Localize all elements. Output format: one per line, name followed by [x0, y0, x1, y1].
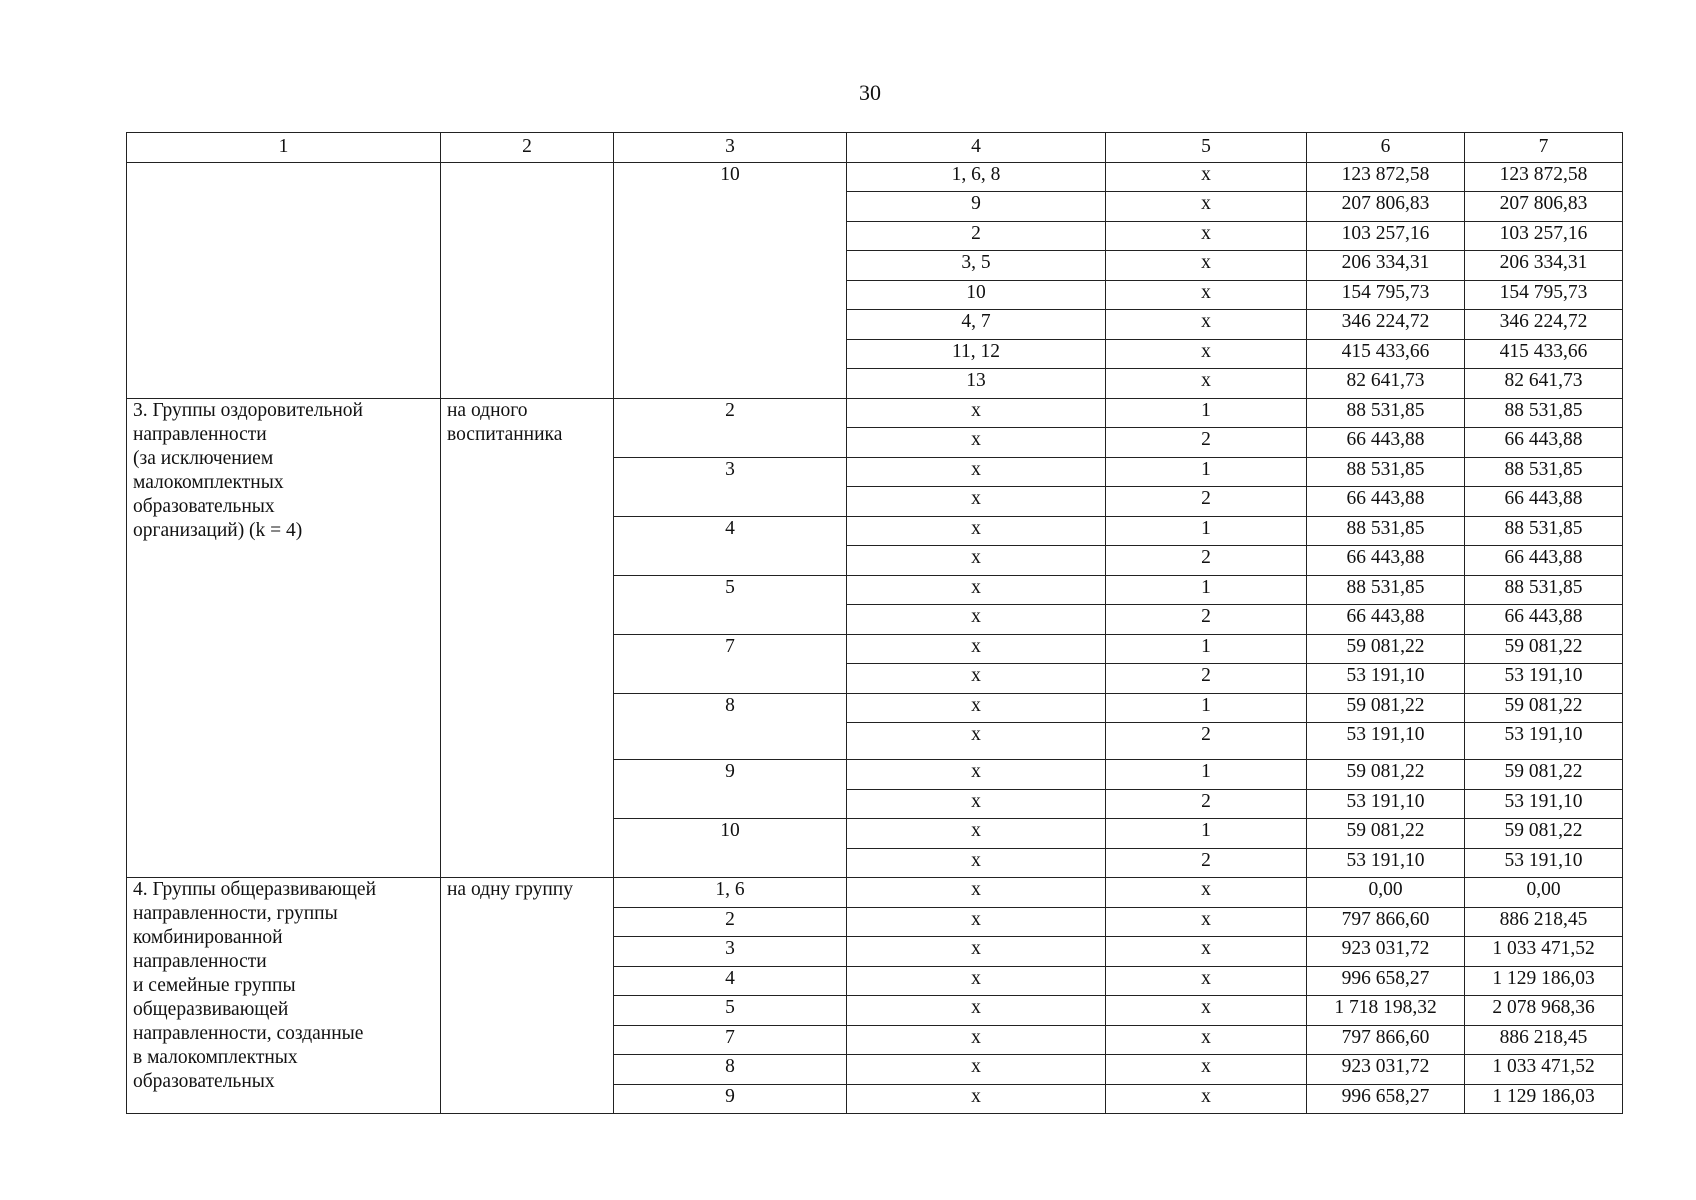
- column-3-cell: 9: [614, 760, 847, 819]
- column-4-cell: х: [847, 605, 1106, 635]
- column-5-cell: 2: [1106, 664, 1307, 694]
- column-7-cell: 206 334,31: [1465, 251, 1623, 281]
- unit-cell: на одну группу: [441, 878, 614, 1114]
- page-number: 30: [859, 80, 881, 105]
- column-6-cell: 59 081,22: [1307, 819, 1465, 849]
- column-4-cell: х: [847, 878, 1106, 908]
- column-4-cell: х: [847, 516, 1106, 546]
- group-name-cell: 3. Группы оздоровительной направленности (за исключением малокомплектных образовательных организаций) (k = 4): [127, 398, 441, 878]
- norms-table: [126, 132, 1623, 1114]
- header-col-7: 7: [1465, 133, 1623, 163]
- table-body: [127, 162, 1623, 1114]
- column-6-cell: 66 443,88: [1307, 428, 1465, 458]
- column-4-cell: х: [847, 487, 1106, 517]
- column-5-cell: х: [1106, 192, 1307, 222]
- column-6-cell: 88 531,85: [1307, 575, 1465, 605]
- column-5-cell: х: [1106, 339, 1307, 369]
- column-7-cell: 415 433,66: [1465, 339, 1623, 369]
- column-7-cell: 154 795,73: [1465, 280, 1623, 310]
- column-4-cell: х: [847, 693, 1106, 723]
- column-3-cell: 10: [614, 819, 847, 878]
- column-6-cell: 66 443,88: [1307, 546, 1465, 576]
- column-7-cell: 88 531,85: [1465, 457, 1623, 487]
- column-6-cell: 59 081,22: [1307, 634, 1465, 664]
- unit-cell: на одного воспитанника: [441, 398, 614, 878]
- column-4-cell: х: [847, 907, 1106, 937]
- column-6-cell: 1 718 198,32: [1307, 996, 1465, 1026]
- column-7-cell: 1 033 471,52: [1465, 937, 1623, 967]
- column-7-cell: 1 129 186,03: [1465, 1084, 1623, 1114]
- column-3-cell: 2: [614, 398, 847, 457]
- column-4-cell: х: [847, 428, 1106, 458]
- header-col-2: 2: [441, 133, 614, 163]
- header-col-6: 6: [1307, 133, 1465, 163]
- column-6-cell: 797 866,60: [1307, 907, 1465, 937]
- table-row: [127, 162, 1623, 192]
- unit-cell: [441, 162, 614, 398]
- column-6-cell: 53 191,10: [1307, 789, 1465, 819]
- column-4-cell: 4, 7: [847, 310, 1106, 340]
- column-5-cell: 2: [1106, 428, 1307, 458]
- column-3-cell: 5: [614, 575, 847, 634]
- column-7-cell: 88 531,85: [1465, 398, 1623, 428]
- column-3-cell: 3: [614, 937, 847, 967]
- column-5-cell: х: [1106, 907, 1307, 937]
- column-3-cell: 5: [614, 996, 847, 1026]
- column-6-cell: 53 191,10: [1307, 848, 1465, 878]
- column-3-cell: 2: [614, 907, 847, 937]
- column-4-cell: х: [847, 546, 1106, 576]
- column-4-cell: х: [847, 723, 1106, 760]
- group-name-cell: 4. Группы общеразвивающей направленности, группы комбинированной направленности и семейные группы общеразвивающей направленности, созданные в малокомплектных образовательных: [127, 878, 441, 1114]
- column-4-cell: х: [847, 1055, 1106, 1085]
- column-5-cell: х: [1106, 280, 1307, 310]
- header-col-4: 4: [847, 133, 1106, 163]
- header-col-1: 1: [127, 133, 441, 163]
- column-4-cell: 3, 5: [847, 251, 1106, 281]
- column-5-cell: 2: [1106, 546, 1307, 576]
- column-6-cell: 996 658,27: [1307, 966, 1465, 996]
- column-4-cell: х: [847, 575, 1106, 605]
- column-7-cell: 66 443,88: [1465, 546, 1623, 576]
- column-6-cell: 923 031,72: [1307, 1055, 1465, 1085]
- column-6-cell: 996 658,27: [1307, 1084, 1465, 1114]
- column-6-cell: 59 081,22: [1307, 693, 1465, 723]
- column-5-cell: х: [1106, 966, 1307, 996]
- column-7-cell: 53 191,10: [1465, 789, 1623, 819]
- column-4-cell: х: [847, 398, 1106, 428]
- column-7-cell: 66 443,88: [1465, 487, 1623, 517]
- column-4-cell: х: [847, 634, 1106, 664]
- column-5-cell: х: [1106, 937, 1307, 967]
- column-7-cell: 66 443,88: [1465, 605, 1623, 635]
- table-row: [127, 398, 1623, 428]
- column-4-cell: 13: [847, 369, 1106, 399]
- column-3-cell: 7: [614, 634, 847, 693]
- column-5-cell: х: [1106, 1025, 1307, 1055]
- column-7-cell: 1 033 471,52: [1465, 1055, 1623, 1085]
- column-5-cell: х: [1106, 221, 1307, 251]
- column-7-cell: 123 872,58: [1465, 162, 1623, 192]
- column-4-cell: х: [847, 937, 1106, 967]
- column-5-cell: х: [1106, 996, 1307, 1026]
- column-7-cell: 88 531,85: [1465, 516, 1623, 546]
- column-4-cell: х: [847, 760, 1106, 790]
- header-col-5: 5: [1106, 133, 1307, 163]
- column-7-cell: 53 191,10: [1465, 848, 1623, 878]
- column-6-cell: 53 191,10: [1307, 664, 1465, 694]
- header-row: [127, 133, 1623, 163]
- column-5-cell: 2: [1106, 848, 1307, 878]
- column-4-cell: х: [847, 966, 1106, 996]
- column-7-cell: 88 531,85: [1465, 575, 1623, 605]
- column-5-cell: 1: [1106, 398, 1307, 428]
- column-5-cell: 1: [1106, 693, 1307, 723]
- column-6-cell: 207 806,83: [1307, 192, 1465, 222]
- table-row: [127, 878, 1623, 908]
- column-5-cell: 2: [1106, 487, 1307, 517]
- column-7-cell: 59 081,22: [1465, 634, 1623, 664]
- column-6-cell: 82 641,73: [1307, 369, 1465, 399]
- column-7-cell: 1 129 186,03: [1465, 966, 1623, 996]
- column-5-cell: 1: [1106, 634, 1307, 664]
- column-6-cell: 88 531,85: [1307, 398, 1465, 428]
- column-6-cell: 103 257,16: [1307, 221, 1465, 251]
- column-5-cell: х: [1106, 369, 1307, 399]
- column-7-cell: 66 443,88: [1465, 428, 1623, 458]
- column-6-cell: 59 081,22: [1307, 760, 1465, 790]
- column-4-cell: х: [847, 1084, 1106, 1114]
- column-7-cell: 886 218,45: [1465, 1025, 1623, 1055]
- column-6-cell: 123 872,58: [1307, 162, 1465, 192]
- column-6-cell: 88 531,85: [1307, 457, 1465, 487]
- column-6-cell: 797 866,60: [1307, 1025, 1465, 1055]
- column-4-cell: х: [847, 996, 1106, 1026]
- column-5-cell: х: [1106, 310, 1307, 340]
- column-4-cell: 1, 6, 8: [847, 162, 1106, 192]
- column-4-cell: х: [847, 1025, 1106, 1055]
- column-4-cell: 9: [847, 192, 1106, 222]
- column-6-cell: 0,00: [1307, 878, 1465, 908]
- column-3-cell: 4: [614, 516, 847, 575]
- column-4-cell: х: [847, 848, 1106, 878]
- column-7-cell: 103 257,16: [1465, 221, 1623, 251]
- column-7-cell: 59 081,22: [1465, 760, 1623, 790]
- column-3-cell: 1, 6: [614, 878, 847, 908]
- column-6-cell: 346 224,72: [1307, 310, 1465, 340]
- column-3-cell: 7: [614, 1025, 847, 1055]
- column-5-cell: х: [1106, 1084, 1307, 1114]
- column-7-cell: 53 191,10: [1465, 723, 1623, 760]
- column-6-cell: 923 031,72: [1307, 937, 1465, 967]
- column-7-cell: 59 081,22: [1465, 693, 1623, 723]
- column-3-cell: 9: [614, 1084, 847, 1114]
- column-6-cell: 88 531,85: [1307, 516, 1465, 546]
- column-5-cell: 2: [1106, 605, 1307, 635]
- header-col-3: 3: [614, 133, 847, 163]
- column-5-cell: 1: [1106, 516, 1307, 546]
- column-7-cell: 207 806,83: [1465, 192, 1623, 222]
- column-6-cell: 206 334,31: [1307, 251, 1465, 281]
- column-5-cell: х: [1106, 878, 1307, 908]
- column-5-cell: х: [1106, 162, 1307, 192]
- column-5-cell: 2: [1106, 723, 1307, 760]
- column-3-cell: 3: [614, 457, 847, 516]
- column-7-cell: 59 081,22: [1465, 819, 1623, 849]
- column-7-cell: 82 641,73: [1465, 369, 1623, 399]
- column-3-cell: 10: [614, 162, 847, 398]
- column-4-cell: 11, 12: [847, 339, 1106, 369]
- column-6-cell: 415 433,66: [1307, 339, 1465, 369]
- column-4-cell: 2: [847, 221, 1106, 251]
- column-4-cell: 10: [847, 280, 1106, 310]
- column-3-cell: 8: [614, 1055, 847, 1085]
- column-7-cell: 2 078 968,36: [1465, 996, 1623, 1026]
- column-3-cell: 8: [614, 693, 847, 760]
- column-5-cell: 1: [1106, 457, 1307, 487]
- column-6-cell: 154 795,73: [1307, 280, 1465, 310]
- column-7-cell: 53 191,10: [1465, 664, 1623, 694]
- column-7-cell: 886 218,45: [1465, 907, 1623, 937]
- column-6-cell: 66 443,88: [1307, 605, 1465, 635]
- group-name-cell: [127, 162, 441, 398]
- column-5-cell: 1: [1106, 575, 1307, 605]
- column-4-cell: х: [847, 664, 1106, 694]
- column-4-cell: х: [847, 819, 1106, 849]
- column-4-cell: х: [847, 789, 1106, 819]
- column-5-cell: х: [1106, 251, 1307, 281]
- column-5-cell: 1: [1106, 819, 1307, 849]
- column-5-cell: х: [1106, 1055, 1307, 1085]
- column-3-cell: 4: [614, 966, 847, 996]
- column-7-cell: 0,00: [1465, 878, 1623, 908]
- column-7-cell: 346 224,72: [1465, 310, 1623, 340]
- column-6-cell: 66 443,88: [1307, 487, 1465, 517]
- column-6-cell: 53 191,10: [1307, 723, 1465, 760]
- column-5-cell: 2: [1106, 789, 1307, 819]
- column-4-cell: х: [847, 457, 1106, 487]
- column-5-cell: 1: [1106, 760, 1307, 790]
- table-header: [127, 133, 1623, 163]
